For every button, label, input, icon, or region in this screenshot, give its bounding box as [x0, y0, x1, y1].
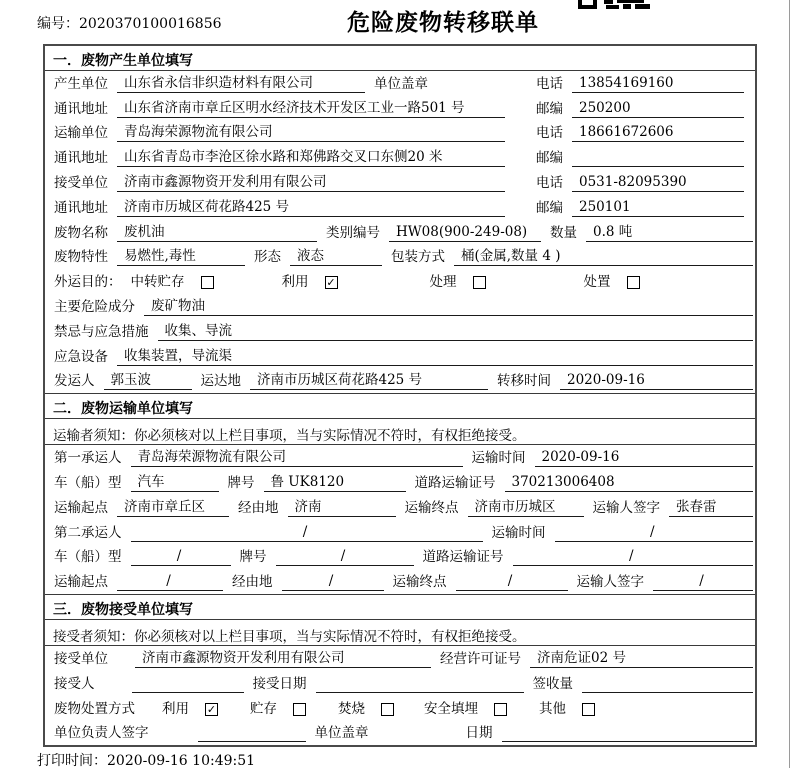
field-value: 青岛海荣源物流有限公司 [117, 124, 505, 142]
form-row [45, 445, 755, 470]
field-label: 主要危险成分 [54, 298, 135, 315]
field-value: 0.8 吨 [586, 224, 753, 242]
checkbox-checked-icon: ✓ [326, 276, 336, 290]
serial-label: 编号： [37, 16, 79, 32]
field-label: 单位盖章 [374, 75, 428, 92]
field-label: 电话 [536, 75, 563, 92]
field-value: 桶(金属,数量 4 ) [454, 248, 753, 266]
field-value [132, 691, 244, 693]
field-label: 外运目的： [54, 274, 122, 291]
form-row [45, 121, 755, 146]
field-label: 牌号 [239, 549, 267, 566]
form-row [45, 319, 755, 344]
field-value: / [131, 524, 483, 542]
field-value: 液态 [290, 248, 382, 266]
field-value: 济南市章丘区 [117, 499, 229, 517]
field-label: 运输人签字 [592, 499, 660, 516]
field-label: 类别编号 [326, 224, 380, 241]
field-label: 车（船）型 [54, 474, 122, 491]
field-label: 运输单位 [54, 125, 108, 142]
page-title: 危险废物转移联单 [347, 9, 539, 36]
form-section-2 [45, 393, 755, 594]
field-value [502, 740, 754, 742]
field-value: 370213006408 [505, 474, 754, 492]
field-value: 济南市历城区荷花路425 号 [250, 372, 488, 390]
field-label: 道路运输证号 [422, 549, 504, 566]
field-value: 济南市历城区荷花路425 号 [117, 199, 505, 217]
field-label: 安全填埋 [424, 700, 478, 717]
field-label: 道路运输证号 [414, 474, 496, 491]
field-label: 数量 [550, 224, 577, 241]
form-section-1 [45, 46, 755, 393]
field-label: 经由地 [238, 499, 279, 516]
print-time [37, 750, 255, 768]
field-label: 包装方式 [391, 249, 445, 266]
checkbox-field [584, 274, 640, 291]
field-label: 接受人 [54, 675, 95, 692]
field-label: 通讯地址 [54, 100, 108, 117]
field-label: 运输终点 [392, 574, 447, 591]
section-header: 二．废物运输单位填写 [45, 394, 755, 419]
checkbox-field [131, 274, 214, 291]
field-label: 日期 [465, 725, 493, 742]
field-label: 邮编 [536, 199, 563, 216]
field-value: 废矿物油 [144, 298, 753, 316]
field-label: 废物名称 [54, 224, 108, 241]
field-value: 山东省青岛市李沧区徐水路和郑佛路交叉口东侧20 米 [117, 149, 505, 167]
field-label: 焚烧 [338, 700, 365, 717]
field-value: / [117, 573, 223, 591]
form-row [45, 195, 755, 220]
form-row [45, 569, 755, 594]
qr-code-fragment [578, 0, 652, 10]
field-label: 邮编 [536, 100, 563, 117]
checkbox-field [282, 274, 338, 291]
field-label: 接受日期 [252, 675, 307, 692]
field-value: 张春雷 [669, 499, 753, 517]
field-label: 禁忌与应急措施 [54, 323, 149, 340]
field-value: / [456, 573, 568, 591]
checkbox-unchecked-icon [473, 276, 486, 289]
field-label: 应急设备 [54, 348, 108, 365]
checkbox-field [424, 701, 507, 718]
field-label: 利用 [281, 274, 309, 291]
field-label: 运输时间 [491, 524, 546, 541]
field-label: 其他 [539, 700, 566, 717]
field-label: 通讯地址 [54, 150, 108, 167]
field-label: 通讯地址 [54, 199, 108, 216]
field-value: 汽车 [131, 474, 219, 492]
field-label: 牌号 [227, 474, 255, 491]
field-value: 郭玉波 [104, 372, 192, 390]
field-value [582, 691, 753, 693]
field-label: 邮编 [536, 150, 563, 167]
field-label: 贮存 [250, 700, 277, 717]
form-row [45, 170, 755, 195]
field-label: 运达地 [200, 373, 241, 390]
field-value: / [555, 524, 754, 542]
field-label: 运输人签字 [576, 574, 644, 591]
print-time-value: 2020-09-16 10:49:51 [107, 753, 256, 768]
field-label: 废物处置方式 [54, 700, 135, 717]
field-label: 废物特性 [54, 249, 108, 266]
field-label: 产生单位 [54, 75, 108, 92]
field-label: 单位盖章 [314, 725, 369, 742]
form-row [45, 696, 755, 721]
field-label: 转移时间 [497, 373, 551, 390]
field-value [316, 691, 524, 693]
field-label: 运输起点 [54, 499, 108, 516]
checkbox-field [162, 701, 218, 718]
field-label: 第二承运人 [54, 524, 122, 541]
field-value [572, 165, 744, 167]
field-value: 济南 [288, 499, 396, 517]
form-row [45, 96, 755, 121]
manifest-form [43, 44, 757, 747]
field-value: 13854169160 [572, 75, 744, 93]
field-label: 单位负责人签字 [54, 725, 149, 742]
field-label: 运输终点 [404, 499, 459, 516]
checkbox-field [338, 701, 394, 718]
field-label: 利用 [162, 700, 189, 717]
field-value: 250101 [572, 199, 744, 217]
field-value: 废机油 [117, 224, 317, 242]
section-notice: 接受者须知：你必须核对以上栏目事项，当与实际情况不符时，有权拒绝接受。 [45, 620, 755, 646]
form-row [45, 495, 755, 520]
field-value: 鲁 UK8120 [264, 474, 406, 492]
form-row [45, 71, 755, 96]
section-header: 一．废物产生单位填写 [45, 46, 755, 71]
field-value [198, 740, 306, 742]
form-row [45, 369, 755, 394]
form-row [45, 269, 755, 294]
checkbox-field [430, 274, 486, 291]
field-label: 接受单位 [54, 650, 108, 667]
form-row [45, 520, 755, 545]
field-label: 中转贮存 [130, 274, 185, 291]
field-value: 易燃性,毒性 [117, 248, 245, 266]
print-time-label: 打印时间： [37, 753, 107, 768]
serial-value: 2020370100016856 [79, 16, 222, 32]
field-value: 济南市鑫源物资开发利用有限公司 [135, 650, 431, 668]
checkbox-unchecked-icon [293, 703, 306, 716]
form-row [45, 545, 755, 570]
field-label: 电话 [536, 125, 563, 142]
form-row [45, 145, 755, 170]
field-label: 处置 [583, 274, 611, 291]
field-value: 2020-09-16 [560, 372, 753, 390]
field-label: 电话 [536, 174, 563, 191]
field-value: 济南市鑫源物资开发利用有限公司 [117, 174, 505, 192]
field-label: 经由地 [232, 574, 273, 591]
field-label: 第一承运人 [54, 450, 122, 467]
field-value: 2020-09-16 [535, 449, 754, 467]
section-notice: 运输者须知：你必须核对以上栏目事项，当与实际情况不符时，有权拒绝接受。 [45, 419, 755, 445]
field-label: 运输时间 [471, 450, 526, 467]
checkbox-unchecked-icon [627, 276, 640, 289]
field-value: HW08(900-249-08) [389, 224, 541, 242]
field-value: / [513, 548, 754, 566]
field-label: 签收量 [532, 675, 573, 692]
form-row [45, 671, 755, 696]
form-row [45, 245, 755, 270]
field-value: / [653, 573, 753, 591]
checkbox-unchecked-icon [201, 276, 214, 289]
field-value: 山东省永信非织造材料有限公司 [117, 75, 365, 93]
checkbox-field [539, 701, 595, 718]
form-row [45, 721, 755, 746]
form-row [45, 344, 755, 369]
checkbox-unchecked-icon [381, 703, 394, 716]
checkbox-unchecked-icon [582, 703, 595, 716]
checkbox-checked-icon: ✓ [206, 702, 217, 716]
field-value: 0531-82095390 [572, 174, 744, 192]
form-row [45, 294, 755, 319]
page-edge-line [789, 0, 790, 768]
field-label: 处理 [429, 274, 457, 291]
field-label: 车（船）型 [54, 549, 122, 566]
field-label: 运输起点 [54, 574, 108, 591]
form-section-3 [45, 594, 755, 745]
section-header: 三．废物接受单位填写 [45, 595, 755, 620]
checkbox-unchecked-icon [494, 703, 507, 716]
field-value: 收集装置，导流渠 [117, 348, 753, 366]
field-value: / [282, 573, 384, 591]
checkbox-field [250, 701, 306, 718]
field-label: 经营许可证号 [440, 650, 521, 667]
field-label: 形态 [254, 249, 281, 266]
field-value: 青岛海荣源物流有限公司 [131, 449, 463, 467]
field-value: 250200 [572, 100, 744, 118]
field-label: 发运人 [54, 373, 95, 390]
field-value: / [276, 548, 414, 566]
field-value: 收集、导流 [158, 323, 754, 341]
form-row [45, 220, 755, 245]
field-value: / [131, 548, 231, 566]
field-value: 山东省济南市章丘区明水经济技术开发区工业一路501 号 [117, 100, 505, 118]
field-value: 济南危证02 号 [530, 650, 753, 668]
field-label: 接受单位 [54, 174, 108, 191]
form-row [45, 646, 755, 671]
form-row [45, 470, 755, 495]
field-value: 18661672606 [572, 124, 744, 142]
field-value: 济南市历城区 [468, 499, 584, 517]
